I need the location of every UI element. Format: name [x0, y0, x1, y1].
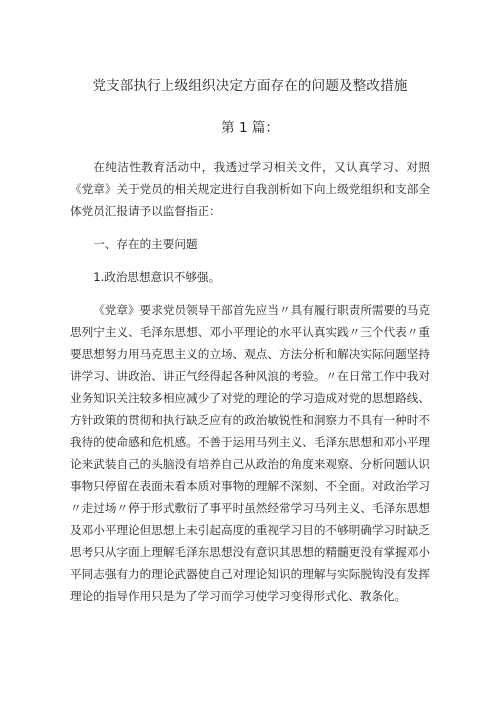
body-paragraph: 《党章》要求党员领导干部首先应当〃具有履行职责所需要的马克思列宁主义、毛泽东思想、邓小平理论的水平认真实践〃三个代表〃重要思想努力用马克思主义的立场、观点、方法分析和解决实际问题坚持讲学习、讲政治、讲正气经得起各种风浪的考验。〃在日常工作中我对业务知识关注较多相应减少了对党的理论的学习造成对党的思想路线、方针政策的贯彻和执行缺乏应有的政治敏锐性和洞察力不具有一种时不我待的使命感和危机感。不善于运用马列主义、毛泽东思想和邓小平理论来武装自己的头脑没有培养自己从政治的角度来观察、分析问题认识事物只停留在表面未看本质对事物的理解不深刻、不全面。对政治学习〃走过场〃停于形式敷衍了事平时虽然经常学习马列主义、毛泽东思想及邓小平理论但思想上未引起高度的重视学习目的不够明确学习时缺乏思考只从字面上理解毛泽东思想没有意识其思想的精髓更没有掌握邓小平同志强有力的理论武器使自己对理论知识的理解与实际脱钩没有发挥理论的指导作用只是为了学习而学习使学习变得形式化、教条化。 — [70, 303, 430, 603]
intro-paragraph: 在纯洁性教育活动中，我透过学习相关文件，又认真学习、对照《党章》关于党员的相关规定进行自我剖析如下向上级党组织和支部全体党员汇报请予以监督指正： — [70, 160, 430, 218]
section-heading: 第 1 篇： — [221, 120, 279, 136]
document-title: 党支部执行上级组织决定方面存在的问题及整改措施 — [92, 78, 408, 94]
heading-main-problems: 一、存在的主要问题 — [93, 237, 198, 251]
subheading-political-awareness: 1.政治思想意识不够强。 — [93, 270, 221, 284]
